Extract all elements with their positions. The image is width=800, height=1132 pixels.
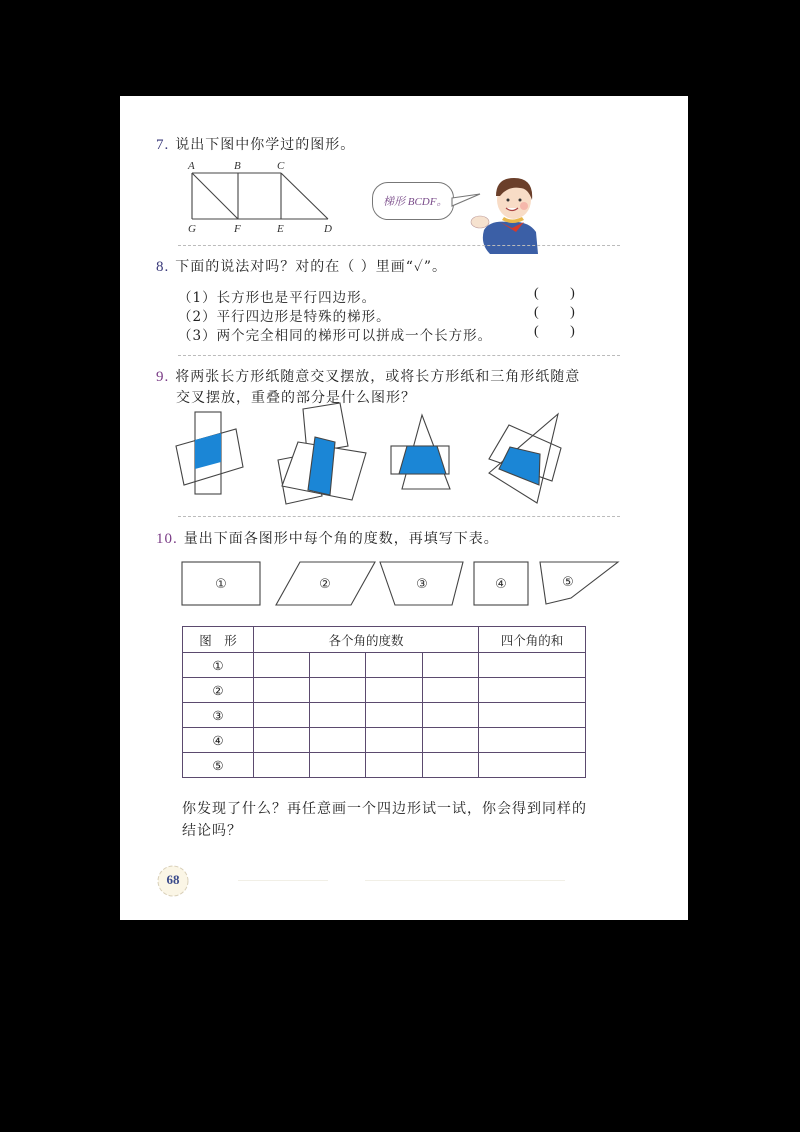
q8-answer-1[interactable]: ( )	[534, 286, 589, 301]
shape-3-label: ③	[416, 577, 428, 592]
table-row: ②	[183, 678, 586, 703]
q10-title: 10. 量出下面各图形中每个角的度数，再填写下表。	[156, 531, 499, 547]
table-header-row	[183, 627, 586, 653]
angle-cell[interactable]	[310, 703, 366, 728]
angle-cell[interactable]	[366, 703, 422, 728]
angle-cell[interactable]	[422, 753, 478, 778]
shape-1-label: ①	[215, 577, 227, 592]
page-number-badge	[156, 864, 190, 898]
angle-cell[interactable]	[366, 753, 422, 778]
angle-cell[interactable]	[254, 703, 310, 728]
sum-cell[interactable]	[479, 728, 586, 753]
angle-cell[interactable]	[422, 678, 478, 703]
header-shape: 图 形	[183, 627, 254, 653]
speech-text: 梯形 BCDF。	[383, 196, 448, 208]
q10-shapes	[120, 556, 688, 612]
q7-number: 7.	[156, 137, 170, 153]
angle-cell[interactable]	[366, 678, 422, 703]
divider	[178, 245, 620, 246]
q8-number: 8.	[156, 259, 170, 275]
page-number: 68	[166, 872, 180, 887]
q8-answer-2[interactable]: ( )	[534, 305, 589, 320]
shape-2-label: ②	[319, 577, 331, 592]
angle-cell[interactable]	[422, 703, 478, 728]
q8-title: 8. 下面的说法对吗？对的在（ ）里画“✓”。	[156, 259, 448, 275]
header-angles: 各个角的度数	[254, 627, 479, 653]
svg-text:F: F	[234, 223, 241, 235]
angle-cell[interactable]	[310, 753, 366, 778]
sum-cell[interactable]	[479, 703, 586, 728]
angle-cell[interactable]	[310, 653, 366, 678]
footer-line	[365, 880, 565, 881]
angle-cell[interactable]	[254, 753, 310, 778]
angle-cell[interactable]	[366, 728, 422, 753]
q9-figures	[120, 396, 688, 516]
angle-cell[interactable]	[366, 653, 422, 678]
angle-cell[interactable]	[254, 728, 310, 753]
table-row: ③	[183, 703, 586, 728]
angle-cell[interactable]	[254, 653, 310, 678]
table-row: ⑤	[183, 753, 586, 778]
svg-text:C: C	[277, 160, 285, 172]
speech-bubble	[372, 182, 454, 220]
q8-item-1: （1）长方形也是平行四边形。	[178, 290, 377, 306]
angle-cell[interactable]	[422, 728, 478, 753]
svg-text:D: D	[324, 223, 332, 235]
q9-title: 9. 将两张长方形纸随意交叉摆放，或将长方形纸和三角形纸随意	[156, 369, 581, 385]
q9-number: 9.	[156, 369, 170, 385]
table-row: ④	[183, 728, 586, 753]
angles-table	[182, 626, 586, 778]
boy-illustration	[450, 170, 550, 260]
sum-cell[interactable]	[479, 653, 586, 678]
textbook-page	[120, 96, 688, 920]
angle-cell[interactable]	[310, 678, 366, 703]
q10-followup-line1: 你发现了什么？再任意画一个四边形试一试，你会得到同样的	[182, 801, 587, 817]
q8-answer-3[interactable]: ( )	[534, 324, 589, 339]
angle-cell[interactable]	[422, 653, 478, 678]
footer-line	[238, 880, 328, 881]
svg-text:E: E	[277, 223, 284, 235]
q8-item-2: （2）平行四边形是特殊的梯形。	[178, 309, 391, 325]
shape-4-label: ④	[495, 577, 507, 592]
angle-cell[interactable]	[310, 728, 366, 753]
shape-5-label: ⑤	[562, 575, 574, 590]
svg-text:B: B	[234, 160, 241, 172]
q9-title-line2: 交叉摆放，重叠的部分是什么图形？	[176, 390, 416, 406]
table-row: ①	[183, 653, 586, 678]
divider	[178, 516, 620, 517]
sum-cell[interactable]	[479, 678, 586, 703]
q10-followup-line2: 结论吗？	[182, 823, 242, 839]
q7-title: 7. 说出下图中你学过的图形。	[156, 137, 356, 153]
svg-text:G: G	[188, 223, 196, 235]
angle-cell[interactable]	[254, 678, 310, 703]
header-sum: 四个角的和	[479, 627, 586, 653]
svg-text:A: A	[188, 160, 195, 172]
q10-number: 10.	[156, 531, 178, 547]
divider	[178, 355, 620, 356]
sum-cell[interactable]	[479, 753, 586, 778]
q8-item-3: （3）两个完全相同的梯形可以拼成一个长方形。	[178, 328, 493, 344]
